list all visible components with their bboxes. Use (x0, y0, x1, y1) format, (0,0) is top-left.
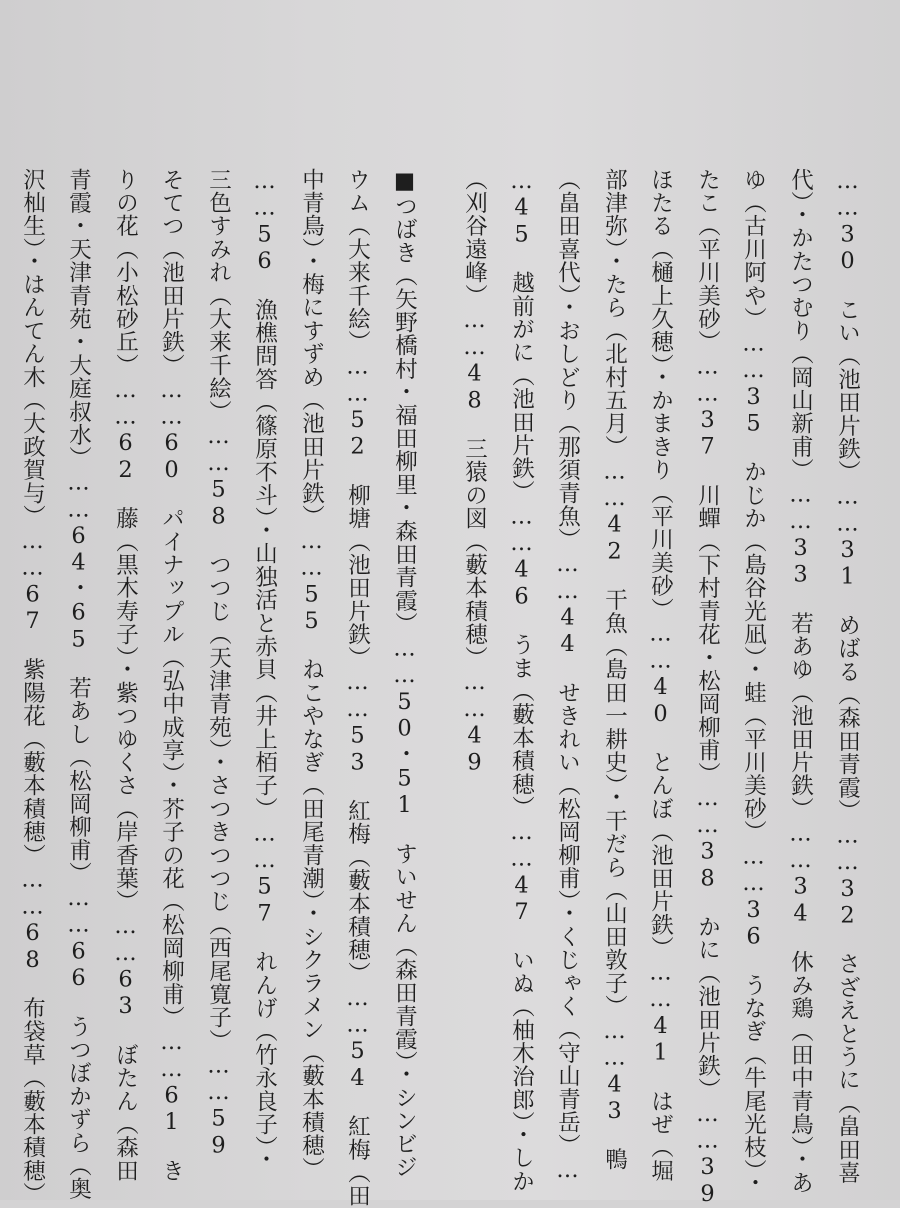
toc-line: そてつ（池田片鉄）……60 パイナップル（弘中成享）・芥子の花（松岡柳甫）……61 き (158, 168, 185, 1183)
toc-line: 三色すみれ（大来千絵）……58 つつじ（天津青苑）・さつきつつじ（西尾寛子）……59 (205, 168, 232, 1160)
toc-line: （刈谷遠峰）……48 三猿の図（藪本積穂）……49 (461, 168, 488, 776)
toc-line: ウム（大来千絵）……52 柳塘（池田片鉄）……53 紅梅（藪本積穂）……54 紅梅（田 (344, 168, 371, 1208)
toc-line: ほたる（樋上久穂）・かまきり（平川美砂）……40 とんぼ（池田片鉄）……41 はぜ（堀 (647, 168, 674, 1183)
toc-line: 沢杣生）・はんてん木（大政賀与）……67 紫陽花（藪本積穂）……68 布袋草（藪本積穂） (19, 168, 46, 1206)
toc-line: 代）・かたつむり（岡山新甫）……33 若あゆ（池田片鉄）……34 休み鶏（田中青鳥）・あ (787, 168, 814, 1195)
toc-line: ……56 漁樵問答（篠原不斗）・山独活と赤貝（井上栢子）……57 れんげ（竹永良子）・ (251, 168, 278, 1172)
toc-line: 部津弥）・たら（北村五月）……42 干魚（島田一耕史）・干だら（山田敦子）……43 鴨 (601, 168, 628, 1172)
toc-line: たこ（平川美砂）……37 川蟬（下村青花・松岡柳甫）……38 かに（池田片鉄）……39 (694, 168, 721, 1208)
toc-line: ■つばき（矢野橋村・福田柳里・森田青霞）……50・51 すいせん（森田青霞）・シンビジ (391, 168, 418, 1179)
toc-line: （畠田喜代）・おしどり（那須青魚）……44 せきれい（松岡柳甫）・くじゃく（守山青岳）… (554, 168, 581, 1184)
toc-line: …45 越前がに（池田片鉄）……46 うま（藪本積穂）……47 いぬ（柚木治郎）・しか (508, 168, 535, 1193)
toc-line: ……30 こい（池田片鉄）……31 めばる（森田青霞）……32 さざえとうに（畠田喜 (834, 168, 861, 1185)
toc-line: りの花（小松砂丘）……62 藤（黒木寿子）・紫つゆくさ（岸香葉）……63 ぼたん（森田 (112, 168, 139, 1183)
toc-line: 青霞・天津青苑・大庭叔水）……64・65 若あし（松岡柳甫）……66 うつぼかずら（奥 (65, 168, 92, 1201)
toc-line: 中青鳥）・梅にすずめ（池田片鉄）……55 ねこやなぎ（田尾青潮）・シクラメン（藪本積穂） (298, 168, 325, 1181)
toc-line: ゆ（古川阿や）……35 かじか（島谷光凪）・蛙（平川美砂）……36 うなぎ（牛尾光枝）・ (740, 168, 767, 1195)
